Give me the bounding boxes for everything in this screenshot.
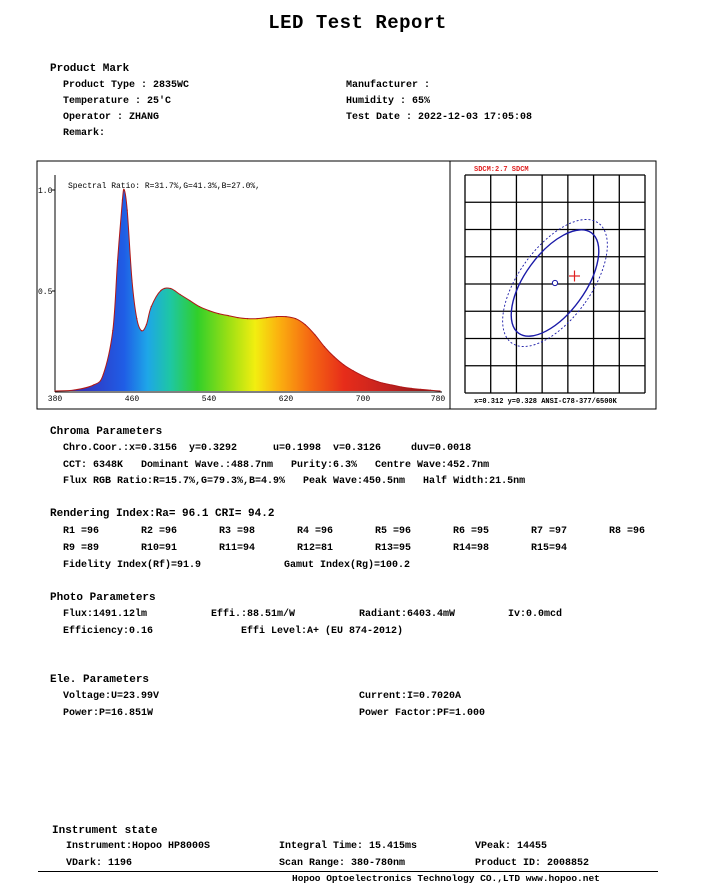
- spectrum-point: [146, 324, 147, 325]
- spectrum-point: [54, 390, 55, 391]
- spectrum-point: [112, 330, 113, 331]
- report-title: LED Test Report: [268, 12, 447, 34]
- spectrum-point: [117, 260, 118, 261]
- x-tick-label: 380: [47, 395, 63, 404]
- target-point: [552, 280, 557, 285]
- spectrum-point: [285, 316, 286, 317]
- luminous-intensity: Iv:0.0mcd: [508, 609, 563, 620]
- spectrum-point: [103, 374, 104, 375]
- spectrum-point: [439, 390, 440, 391]
- efficiency: Efficiency:0.16: [63, 626, 154, 637]
- spectrum-point: [391, 384, 392, 385]
- spectrum-point: [334, 356, 335, 357]
- spectrum-point: [208, 310, 209, 311]
- r-value: R2 =96: [141, 526, 178, 537]
- spectrum-point: [401, 386, 402, 387]
- sdcm-header: SDCM:2.7 SDCM: [474, 166, 529, 174]
- product-type: Product Type : 2835WC: [63, 80, 190, 91]
- footer-rule: [38, 871, 658, 872]
- scan-range: Scan Range: 380-780nm: [279, 858, 406, 869]
- spectrum-point: [295, 318, 296, 319]
- remark: Remark:: [63, 128, 106, 139]
- manufacturer: Manufacturer :: [346, 80, 431, 91]
- flux: Flux:1491.12lm: [63, 609, 148, 620]
- spectrum-point: [170, 288, 171, 289]
- r-value: R13=95: [375, 543, 412, 554]
- spectrum-point: [151, 306, 152, 307]
- r-value: R4 =96: [297, 526, 334, 537]
- r-value: R3 =98: [219, 526, 256, 537]
- operator: Operator : ZHANG: [63, 112, 160, 123]
- spectrum-point: [199, 306, 200, 307]
- chroma-heading: Chroma Parameters: [50, 426, 163, 438]
- r-value: R6 =95: [453, 526, 490, 537]
- effi-level: Effi Level:A+ (EU 874-2012): [241, 626, 404, 637]
- chroma-line-2: CCT: 6348K Dominant Wave.:488.7nm Purity:6.3% Centre Wave:452.7nm: [63, 460, 490, 471]
- spectrum-point: [382, 382, 383, 383]
- x-tick-label: 540: [201, 395, 217, 404]
- spectrum-point: [411, 388, 412, 389]
- vpeak: VPeak: 14455: [475, 841, 548, 852]
- r-value: R9 =89: [63, 543, 100, 554]
- chroma-line-3: Flux RGB Ratio:R=15.7%,G=79.3%,B=4.9% Peak Wave:450.5nm Half Width:21.5nm: [63, 476, 526, 487]
- cie-footer: x=0.312 y=0.328 ANSI-C78-377/6500K: [474, 398, 617, 406]
- y-tick-label: 1.0: [38, 187, 53, 196]
- spectrum-point: [362, 375, 363, 376]
- spectrum-point: [237, 317, 238, 318]
- r-value: R1 =96: [63, 526, 100, 537]
- spectrum-point: [420, 389, 421, 390]
- spectrum-area: [54, 189, 440, 391]
- spectrum-point: [324, 346, 325, 347]
- r-value: R12=81: [297, 543, 334, 554]
- x-tick-label: 700: [355, 395, 371, 404]
- spectrum-point: [131, 280, 132, 281]
- x-tick-label: 460: [124, 395, 140, 404]
- power-factor: Power Factor:PF=1.000: [359, 708, 486, 719]
- spectrum-point: [93, 384, 94, 385]
- integral-time: Integral Time: 15.415ms: [279, 841, 418, 852]
- vdark: VDark: 1196: [66, 858, 133, 869]
- instrument-name: Instrument:Hopoo HP8000S: [66, 841, 211, 852]
- temperature: Temperature : 25'C: [63, 96, 172, 107]
- voltage: Voltage:U=23.99V: [63, 691, 160, 702]
- spectrum-point: [122, 199, 123, 200]
- r-value: R7 =97: [531, 526, 568, 537]
- spectrum-point: [430, 390, 431, 391]
- rendering-heading: Rendering Index:Ra= 96.1 CRI= 94.2: [50, 508, 275, 520]
- power: Power:P=16.851W: [63, 708, 154, 719]
- spectrum-point: [160, 290, 161, 291]
- spectrum-point: [266, 317, 267, 318]
- gamut-index: Gamut Index(Rg)=100.2: [284, 560, 411, 571]
- spectrum-point: [136, 318, 137, 319]
- spectrum-point: [276, 316, 277, 317]
- radiant: Radiant:6403.4mW: [359, 609, 456, 620]
- r-value: R15=94: [531, 543, 568, 554]
- spectrum-point: [74, 389, 75, 390]
- fidelity-index: Fidelity Index(Rf)=91.9: [63, 560, 202, 571]
- spectrum-point: [247, 318, 248, 319]
- r-value: R11=94: [219, 543, 256, 554]
- spectrum-point: [257, 318, 258, 319]
- r-value: R8 =96: [609, 526, 646, 537]
- spectrum-point: [218, 313, 219, 314]
- x-tick-label: 780: [430, 395, 446, 404]
- r-value: R14=98: [453, 543, 490, 554]
- spectrum-point: [189, 300, 190, 301]
- test-date: Test Date : 2022-12-03 17:05:08: [346, 112, 533, 123]
- humidity: Humidity : 65%: [346, 96, 431, 107]
- instrument-heading: Instrument state: [52, 825, 158, 837]
- spectrum-point: [127, 210, 128, 211]
- spectrum-point: [228, 315, 229, 316]
- electrical-heading: Ele. Parameters: [50, 674, 150, 686]
- spectrum-point: [314, 334, 315, 335]
- chroma-line-1: Chro.Coor.:x=0.3156 y=0.3292 u=0.1998 v=0.3126 duv=0.0018: [63, 443, 472, 454]
- r-value: R10=91: [141, 543, 178, 554]
- spectrum-point: [180, 294, 181, 295]
- efficacy: Effi.:88.51m/W: [211, 609, 296, 620]
- spectrum-point: [372, 379, 373, 380]
- charts-area: [0, 0, 715, 420]
- y-tick-label: 0.5: [38, 288, 53, 297]
- spectral-ratio-label: Spectral Ratio: R=31.7%,G=41.3%,B=27.0%,: [68, 182, 261, 191]
- product-mark-heading: Product Mark: [50, 63, 130, 75]
- spectrum-point: [141, 330, 142, 331]
- spectrum-point: [305, 324, 306, 325]
- current: Current:I=0.7020A: [359, 691, 462, 702]
- photo-heading: Photo Parameters: [50, 592, 156, 604]
- spectrum-point: [353, 370, 354, 371]
- r-value: R5 =96: [375, 526, 412, 537]
- spectrum-fill: [55, 189, 440, 391]
- footer-company: Hopoo Optoelectronics Technology CO.,LTD www.hopoo.net: [292, 873, 600, 884]
- x-tick-label: 620: [278, 395, 294, 404]
- spectrum-point: [343, 364, 344, 365]
- product-id: Product ID: 2008852: [475, 858, 590, 869]
